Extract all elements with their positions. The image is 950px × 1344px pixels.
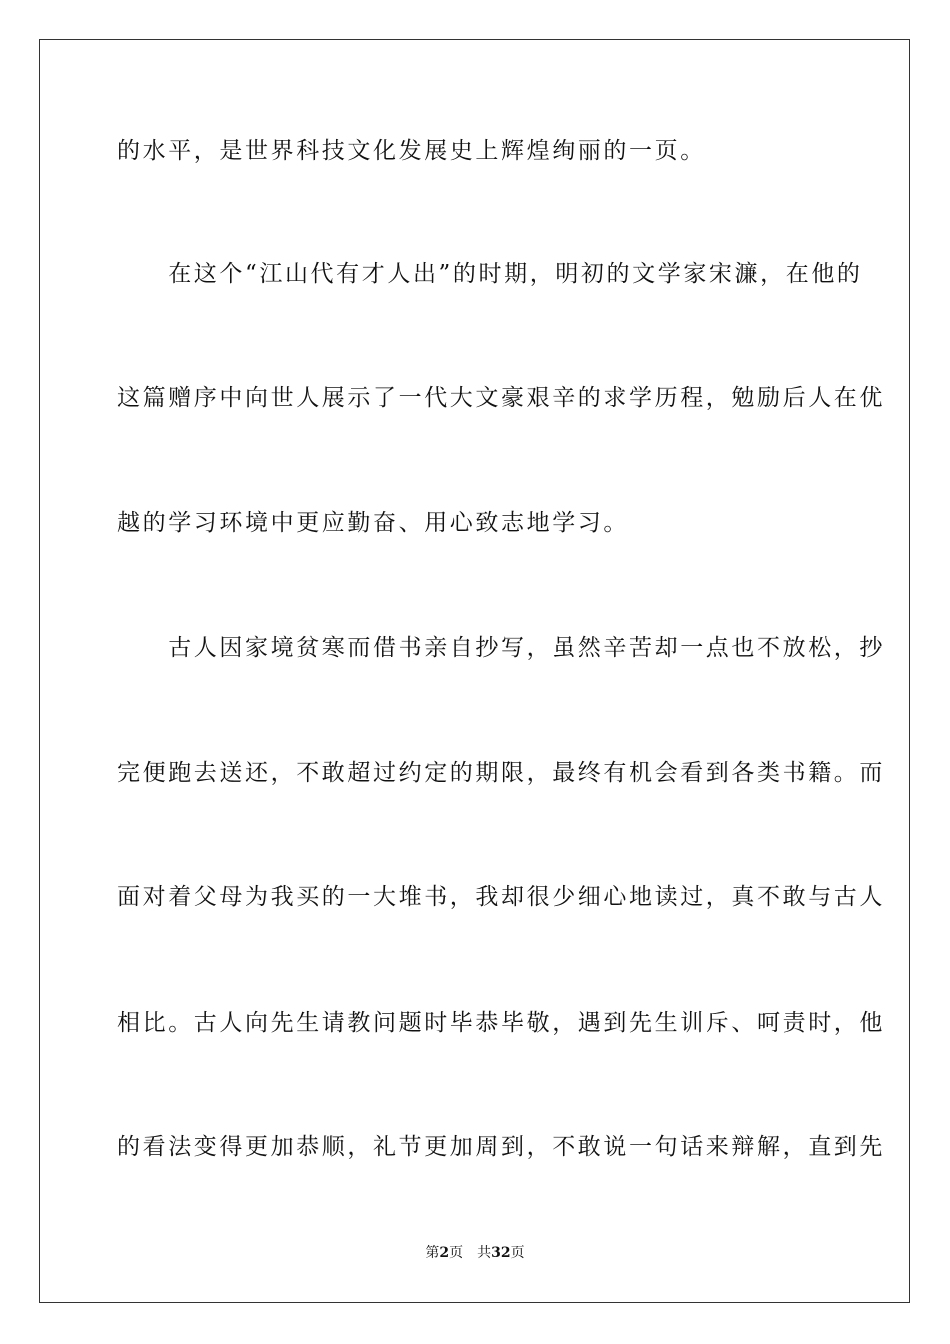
text-line-8: 相比。古人向先生请教问题时毕恭毕敬，遇到先生训斥、呵责时，他 xyxy=(117,1010,885,1036)
text-line-7: 面对着父母为我买的一大堆书，我却很少细心地读过，真不敢与古人 xyxy=(117,884,885,910)
total-suffix: 页 xyxy=(510,1245,525,1261)
page-border xyxy=(39,39,910,1303)
text-line-4: 越的学习环境中更应勤奋、用心致志地学习。 xyxy=(117,510,629,536)
text-line-2: 在这个“江山代有才人出”的时期，明初的文学家宋濂，在他的 xyxy=(117,261,863,287)
text-line-9: 的看法变得更加恭顺，礼节更加周到，不敢说一句话来辩解，直到先 xyxy=(117,1134,885,1160)
total-pages: 32 xyxy=(491,1245,511,1261)
page-footer xyxy=(0,1244,950,1262)
text-line-3: 这篇赠序中向世人展示了一代大文豪艰辛的求学历程，勉励后人在优 xyxy=(117,385,885,411)
text-line-6: 完便跑去送还，不敢超过约定的期限，最终有机会看到各类书籍。而 xyxy=(117,760,885,786)
total-prefix: 共 xyxy=(477,1245,492,1261)
page-number: 2 xyxy=(439,1245,450,1261)
text-line-1: 的水平，是世界科技文化发展史上辉煌绚丽的一页。 xyxy=(117,138,706,164)
page-prefix: 第 xyxy=(425,1245,440,1261)
text-line-5: 古人因家境贫寒而借书亲自抄写，虽然辛苦却一点也不放松，抄 xyxy=(117,635,885,661)
page-suffix: 页 xyxy=(449,1245,464,1261)
